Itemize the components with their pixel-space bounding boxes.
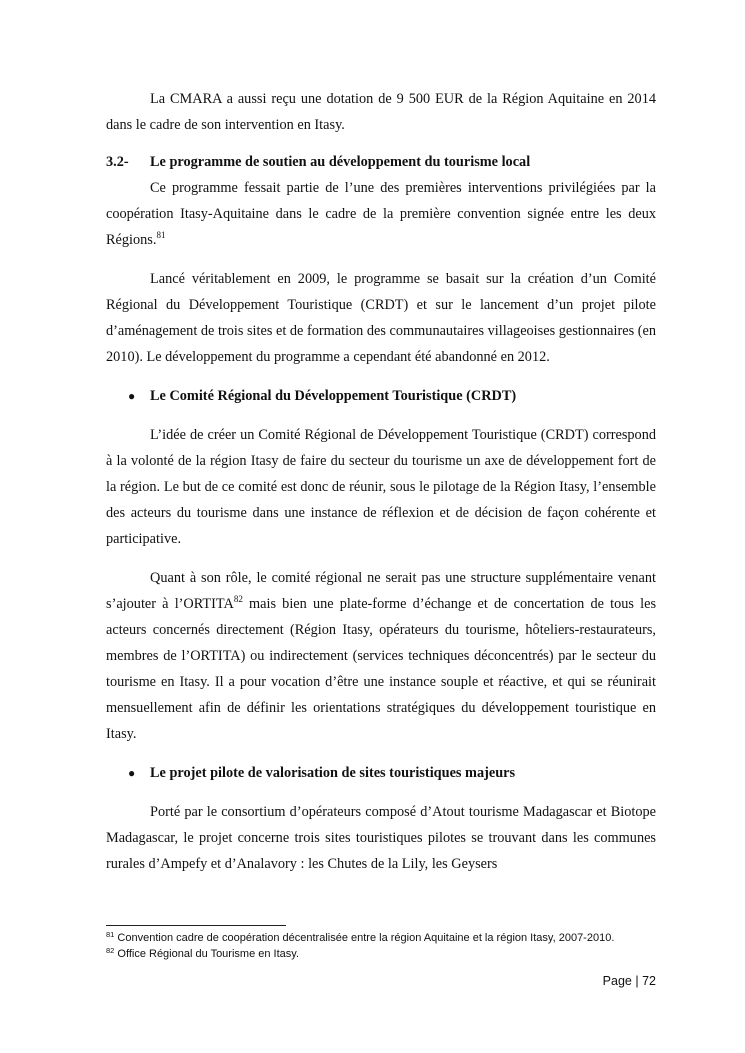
paragraph-program-launch: Lancé véritablement en 2009, le programme se basait sur la création d’un Comité Régional du Développement Touristique (CRDT) et sur le lancement d’un projet pilote d’aménagement de trois sites et de formation des communautaires villageoises gestionnaires (en 2010). Le développement du programme a cependant été abandonné en 2012. bbox=[106, 271, 656, 365]
paragraph-crdt-role-text-b: mais bien une plate-forme d’échange et de concertation de tous les acteurs concernés directement (Région Itasy, opérateurs du tourisme, hôteliers-restaurateurs, membres de l’ORTITA) ou indirectement (services techniques déconcentrés) par le secteur du tourisme en Itasy. Il a pour vocation d’être une instance souple et réactive, et qui se réunirait mensuellement afin de définir les orientations stratégiques du développement touristique en Itasy. bbox=[106, 596, 657, 742]
paragraph-pilot-project: Porté par le consortium d’opérateurs composé d’Atout tourisme Madagascar et Biotope Madagascar, le projet concerne trois sites touristiques pilotes se trouvant dans les communes rurales d’Ampefy et d’Analavory : les Chutes de la Lily, les Geysers bbox=[106, 804, 656, 872]
footnote-text: Convention cadre de coopération décentralisée entre la région Aquitaine et la région Itasy, 2007-2010. bbox=[117, 932, 615, 944]
footnotes bbox=[106, 931, 666, 962]
footnote-number: 82 bbox=[106, 945, 115, 955]
footnote-ref-81: 81 bbox=[156, 230, 166, 240]
bullet-heading-crdt bbox=[106, 383, 656, 409]
paragraph-cmara-funding: La CMARA a aussi reçu une dotation de 9 500 EUR de la Région Aquitaine en 2014 dans le cadre de son intervention en Itasy. bbox=[106, 91, 656, 133]
section-heading bbox=[106, 149, 656, 175]
section-number: 3.2- bbox=[106, 154, 129, 170]
bullet-heading-pilot-text: Le projet pilote de valorisation de sites touristiques majeurs bbox=[150, 765, 516, 781]
paragraph-program-intro bbox=[106, 175, 656, 253]
footnote-number: 81 bbox=[106, 930, 115, 939]
page-separator: | bbox=[635, 974, 639, 988]
footnote-82 bbox=[106, 947, 666, 963]
section-title: Le programme de soutien au développement du tourisme local bbox=[150, 154, 531, 170]
footnote-text: Office Régional du Tourisme en Itasy. bbox=[117, 947, 300, 960]
page-number: 72 bbox=[642, 974, 656, 988]
bullet-icon: ● bbox=[128, 389, 136, 403]
footnote-divider bbox=[106, 925, 286, 926]
bullet-icon: ● bbox=[128, 766, 136, 780]
bullet-heading-pilot bbox=[106, 760, 656, 786]
page-number-footer bbox=[603, 974, 656, 988]
footnote-81 bbox=[106, 931, 666, 947]
document-body bbox=[106, 86, 656, 877]
paragraph-crdt-idea: L’idée de créer un Comité Régional de Développement Touristique (CRDT) correspond à la volonté de la région Itasy de faire du secteur du tourisme un axe de développement fort de la région. Le but de ce comité est donc de réunir, sous le pilotage de la Région Itasy, l’ensemble des acteurs du tourisme dans une instance de réflexion et de décision de façon cohérente et participative. bbox=[106, 427, 656, 547]
paragraph-crdt-role-text-a: Quant à son rôle, le comité régional ne serait pas une structure supplémentaire venant s’ajouter à l’ORTITA bbox=[106, 570, 656, 612]
paragraph-crdt-role bbox=[106, 565, 656, 747]
paragraph-program-intro-text: Ce programme fessait partie de l’une des premières interventions privilégiées par la coopération Itasy-Aquitaine dans le cadre de la première convention signée entre les deux Régions. bbox=[106, 180, 656, 248]
bullet-heading-crdt-text: Le Comité Régional du Développement Touristique (CRDT) bbox=[150, 388, 517, 404]
page-label: Page bbox=[602, 974, 632, 988]
footnote-ref-82: 82 bbox=[233, 594, 243, 604]
